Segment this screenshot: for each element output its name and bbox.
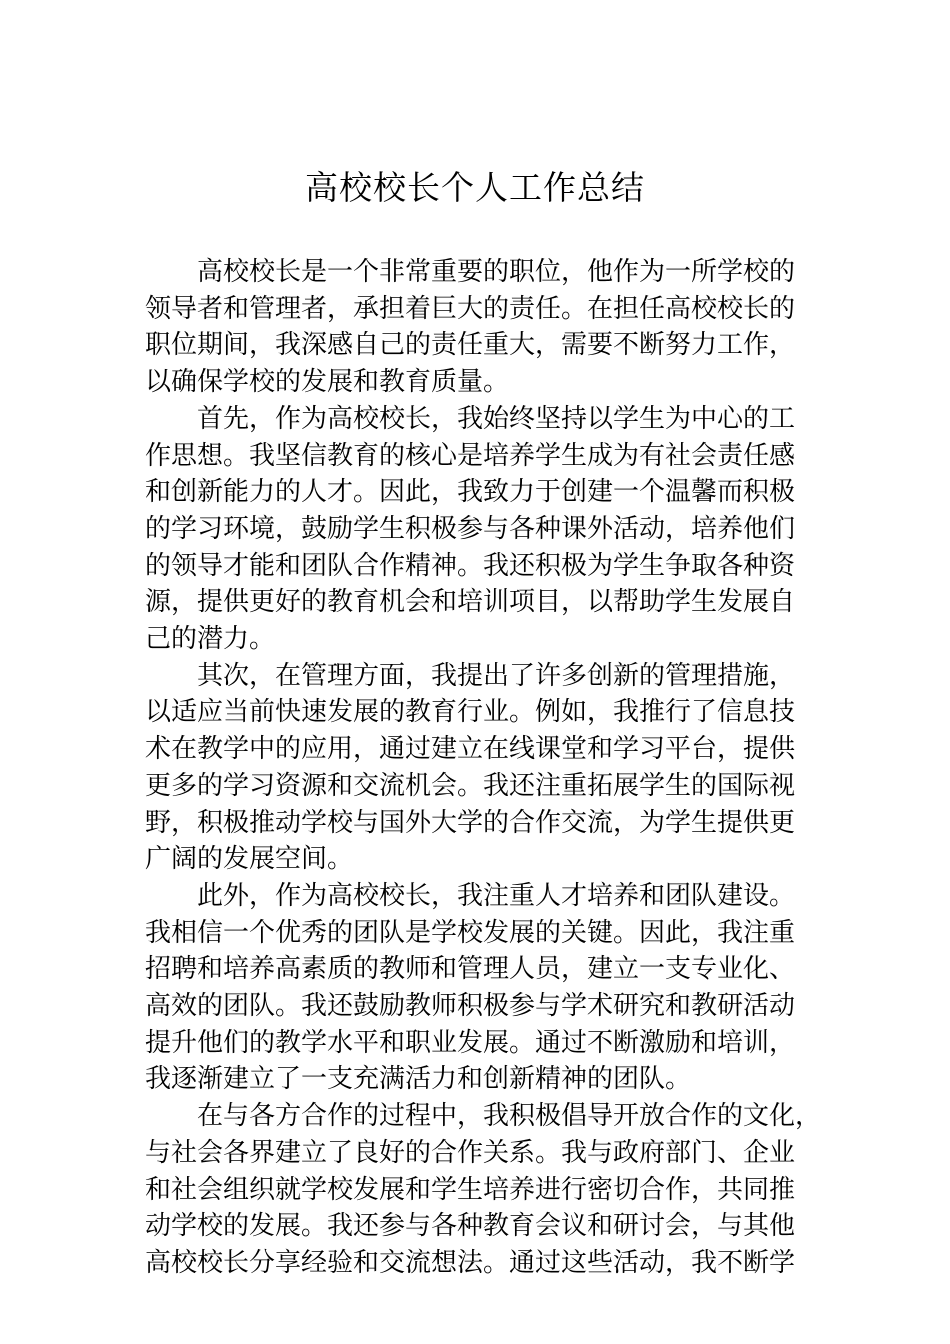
text-line: 职位期间，我深感自己的责任重大，需要不断努力工作， xyxy=(145,330,796,361)
text-line: 己的潜力。 xyxy=(145,624,276,655)
text-line: 源，提供更好的教育机会和培训项目，以帮助学生发展自 xyxy=(145,587,796,618)
text-line: 更多的学习资源和交流机会。我还注重拓展学生的国际视 xyxy=(145,770,796,801)
text-line: 以确保学校的发展和教育质量。 xyxy=(145,367,510,398)
paragraph-4 xyxy=(145,878,845,1098)
text-line: 与社会各界建立了良好的合作关系。我与政府部门、企业 xyxy=(145,1137,796,1168)
paragraph-5 xyxy=(145,1098,845,1282)
text-line: 动学校的发展。我还参与各种教育会议和研讨会，与其他 xyxy=(145,1211,796,1242)
text-line: 高效的团队。我还鼓励教师积极参与学术研究和教研活动 xyxy=(145,991,796,1022)
paragraph-1 xyxy=(145,254,845,401)
text-line: 术在教学中的应用，通过建立在线课堂和学习平台，提供 xyxy=(145,734,796,765)
text-line: 领导者和管理者，承担着巨大的责任。在担任高校校长的 xyxy=(145,293,796,324)
text-line: 提升他们的教学水平和职业发展。通过不断激励和培训， xyxy=(145,1027,796,1058)
document-title: 高校校长个人工作总结 xyxy=(305,168,645,207)
text-line: 招聘和培养高素质的教师和管理人员，建立一支专业化、 xyxy=(145,954,796,985)
text-line: 我相信一个优秀的团队是学校发展的关键。因此，我注重 xyxy=(145,917,796,948)
text-line: 在与各方合作的过程中，我积极倡导开放合作的文化， xyxy=(197,1101,822,1132)
text-line: 的领导才能和团队合作精神。我还积极为学生争取各种资 xyxy=(145,550,796,581)
text-line: 此外，作为高校校长，我注重人才培养和团队建设。 xyxy=(197,880,796,911)
document-body xyxy=(145,254,845,1282)
text-line: 高校校长是一个非常重要的职位，他作为一所学校的 xyxy=(197,257,796,287)
text-line: 和创新能力的人才。因此，我致力于创建一个温馨而积极 xyxy=(145,477,796,508)
text-line: 广阔的发展空间。 xyxy=(145,844,354,875)
paragraph-2 xyxy=(145,401,845,658)
text-line: 野，积极推动学校与国外大学的合作交流，为学生提供更 xyxy=(145,807,796,838)
paragraph-3 xyxy=(145,658,845,878)
text-line: 作思想。我坚信教育的核心是培养学生成为有社会责任感 xyxy=(145,440,796,471)
text-line: 高校校长分享经验和交流想法。通过这些活动，我不断学 xyxy=(145,1247,796,1278)
text-line: 的学习环境，鼓励学生积极参与各种课外活动，培养他们 xyxy=(145,513,796,544)
text-line: 我逐渐建立了一支充满活力和创新精神的团队。 xyxy=(145,1064,692,1095)
text-line: 首先，作为高校校长，我始终坚持以学生为中心的工 xyxy=(197,403,796,434)
text-line: 其次，在管理方面，我提出了许多创新的管理措施， xyxy=(197,660,796,691)
text-line: 以适应当前快速发展的教育行业。例如，我推行了信息技 xyxy=(145,697,796,728)
text-line: 和社会组织就学校发展和学生培养进行密切合作，共同推 xyxy=(145,1174,796,1205)
